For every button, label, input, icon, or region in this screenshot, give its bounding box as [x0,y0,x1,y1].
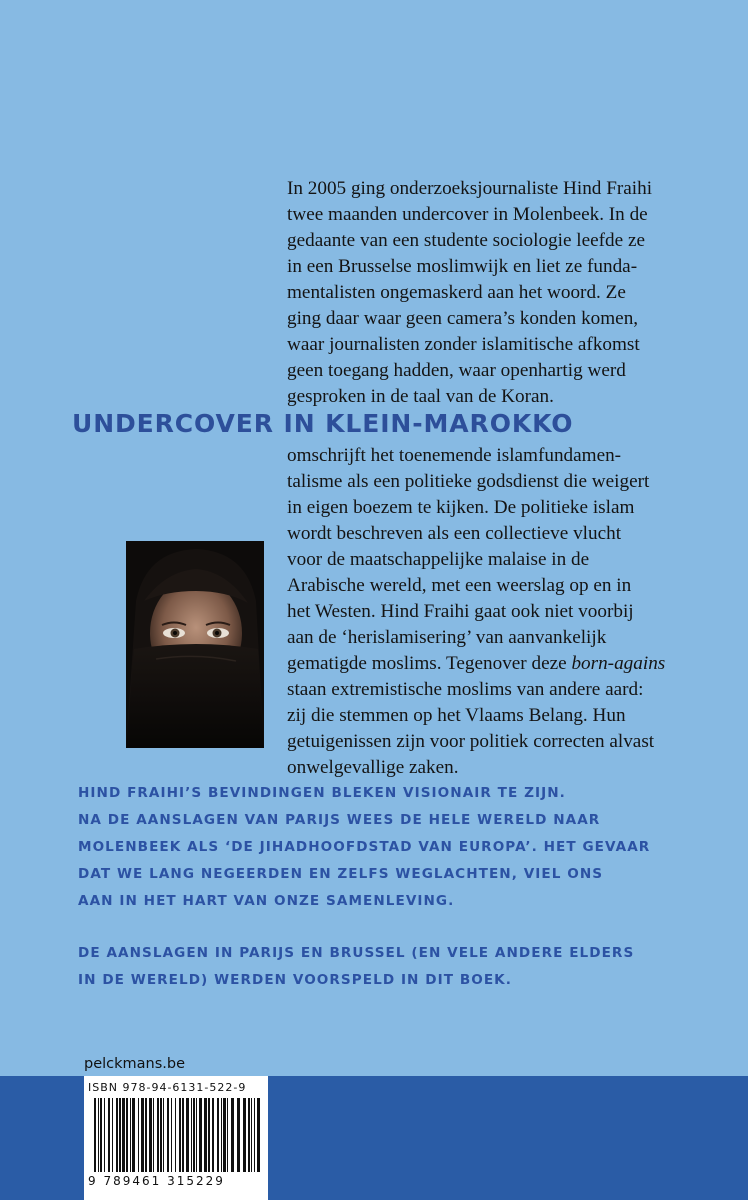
body-line: talisme als een politieke godsdienst die weigert [287,471,650,492]
barcode-bar [204,1098,207,1172]
body-line: omschrijft het toenemende islamfundamen- [287,445,622,466]
barcode-bar [145,1098,147,1172]
barcode-bar [254,1098,255,1172]
barcode-bar [171,1098,172,1172]
intro-line: In 2005 ging onderzoeksjournaliste Hind Fraihi [287,178,653,199]
barcode-bar [175,1098,176,1172]
veiled-woman-photo [126,541,264,748]
body-line: wordt beschreven als een collectieve vlucht [287,523,622,544]
barcode-bar [141,1098,144,1172]
body-paragraph [287,443,737,781]
barcode-bar [130,1098,131,1172]
barcode-bar [132,1098,135,1172]
highlight-line: IN DE WERELD) WERDEN VOORSPELD IN DIT BOEK. [78,972,512,988]
barcode-bar [199,1098,202,1172]
barcode-bar [167,1098,169,1172]
barcode-bar [112,1098,113,1172]
barcode-bar [248,1098,250,1172]
body-line: voor de maatschappelijke malaise in de [287,549,590,570]
barcode-bar [153,1098,154,1172]
body-line: staan extremistische moslims van andere aard: [287,679,644,700]
body-line: het Westen. Hind Fraihi gaat ook niet voorbij [287,601,634,622]
barcode-bar [221,1098,222,1172]
isbn-label: ISBN 978-94-6131-522-9 [88,1081,247,1094]
intro-line: geen toegang hadden, waar openhartig werd [287,360,626,381]
barcode-icon [94,1098,262,1174]
barcode-bar [119,1098,121,1172]
barcode-bar [163,1098,164,1172]
highlight-line: MOLENBEEK ALS ‘DE JIHADHOOFDSTAD VAN EUROPA’. HET GEVAAR [78,839,651,855]
body-line-text: gematigde moslims. Tegenover deze [287,653,572,674]
barcode-bar [160,1098,162,1172]
barcode-bar [138,1098,139,1172]
body-line: aan de ‘herislamisering’ van aanvankelijk [287,627,607,648]
barcode-bar [104,1098,105,1172]
barcode-bar [251,1098,252,1172]
barcode-bar [157,1098,159,1172]
closing-paragraph [78,940,634,994]
barcode-bar [126,1098,128,1172]
barcode-bar [243,1098,246,1172]
barcode-bar [94,1098,96,1172]
intro-line: gesproken in de taal van de Koran. [287,386,554,407]
photo-illustration [126,541,264,748]
intro-paragraph [287,176,727,410]
highlight-line: HIND FRAIHI’S BEVINDINGEN BLEKEN VISIONAIR TE ZIJN. [78,785,566,801]
intro-line: mentalisten ongemaskerd aan het woord. Ze [287,282,626,303]
barcode-bar [116,1098,118,1172]
barcode-bar [108,1098,110,1172]
highlight-line: DE AANSLAGEN IN PARIJS EN BRUSSEL (EN VELE ANDERE ELDERS [78,945,635,961]
barcode-bar [186,1098,189,1172]
barcode-number: 9 789461 315229 [88,1174,225,1188]
barcode-bar [182,1098,184,1172]
barcode-bar [208,1098,210,1172]
highlight-line: DAT WE LANG NEGEERDEN EN ZELFS WEGLACHTEN, VIEL ONS [78,866,604,882]
barcode-bar [223,1098,226,1172]
publisher-name: pelckmans.be [84,1056,186,1072]
intro-line: in een Brusselse moslimwijk en liet ze funda- [287,256,638,277]
body-line: getuigenissen zijn voor politiek correcten alvast [287,731,655,752]
barcode-bar [149,1098,152,1172]
highlight-line: NA DE AANSLAGEN VAN PARIJS WEES DE HELE WERELD NAAR [78,812,601,828]
barcode-bar [122,1098,125,1172]
barcode-bar [217,1098,219,1172]
book-title: UNDERCOVER IN KLEIN-MAROKKO [72,409,574,438]
body-line [287,651,737,677]
body-line: in eigen boezem te kijken. De politieke islam [287,497,635,518]
barcode-bar [191,1098,192,1172]
barcode-bar [227,1098,228,1172]
intro-line: twee maanden undercover in Molenbeek. In de [287,204,648,225]
barcode-bar [237,1098,240,1172]
intro-line: ging daar waar geen camera’s konden komen, [287,308,639,329]
barcode-bar [196,1098,197,1172]
body-line: Arabische wereld, met een weerslag op en in [287,575,632,596]
highlight-paragraph [78,780,650,915]
barcode-bar [193,1098,195,1172]
barcode-bar [98,1098,99,1172]
barcode-bar [212,1098,214,1172]
body-line: zij die stemmen op het Vlaams Belang. Hun [287,705,626,726]
highlight-line: AAN IN HET HART VAN ONZE SAMENLEVING. [78,893,455,909]
intro-line: gedaante van een studente sociologie leefde ze [287,230,645,251]
barcode-bar [231,1098,234,1172]
barcode-bar [179,1098,181,1172]
italic-term: born-agains [571,653,666,674]
barcode-bar [100,1098,102,1172]
body-line: onwelgevallige zaken. [287,757,459,778]
barcode-bar [257,1098,260,1172]
intro-line: waar journalisten zonder islamitische afkomst [287,334,640,355]
